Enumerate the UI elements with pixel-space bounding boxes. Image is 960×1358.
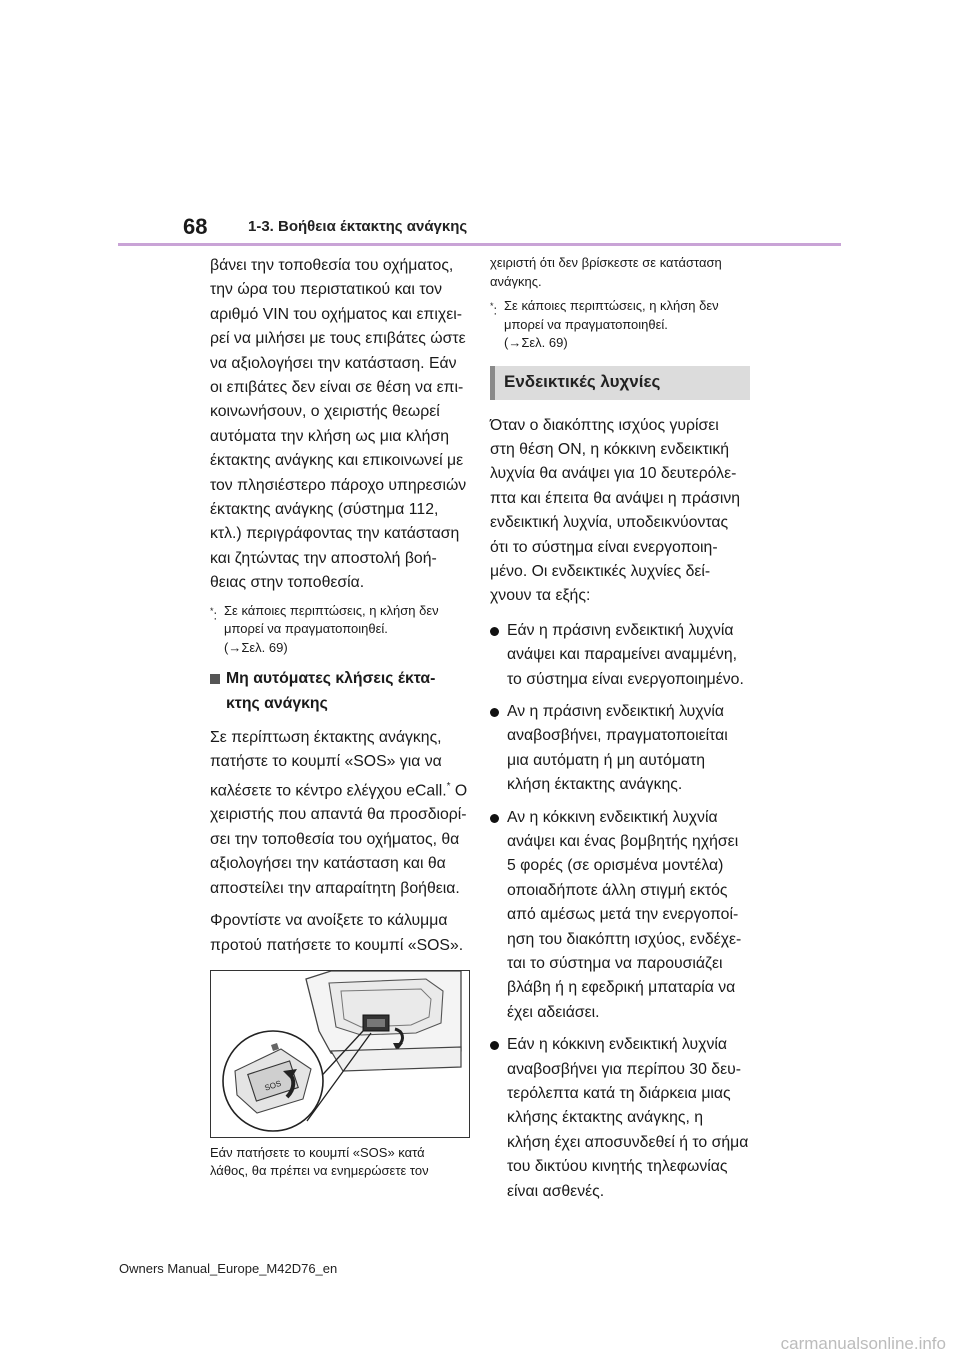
header-rule bbox=[118, 243, 841, 246]
footer-manual-id: Owners Manual_Europe_M42D76_en bbox=[119, 1261, 338, 1276]
square-bullet-icon bbox=[210, 674, 220, 684]
right-column bbox=[490, 254, 752, 1204]
caption-continuation: χειριστή ότι δεν βρίσκεστε σε κατάσταση ανάγκης. bbox=[490, 255, 722, 289]
footnote: *: Σε κάποιες περιπτώσεις, η κλήση δεν μπορεί να πραγματοποιηθεί. (→Σελ. 69) bbox=[210, 602, 439, 655]
bullet-dot-icon bbox=[490, 708, 499, 717]
bullet-dot-icon bbox=[490, 814, 499, 823]
bullet-item: Αν η κόκκινη ενδεικτική λυχνία ανάψει και ένας βομβητής ηχήσει 5 φορές (σε ορισμένα μοντέλα) οποιαδήποτε άλλη στιγμή εκτός από αμέσως μετά την ενεργοποί- ηση του διακόπτη ισχύος, ενδέχε- ται το σύστημα να παρουσιάζει βλάβη ή η εφεδρική μπαταρία να έχει αδειάσει. bbox=[490, 806, 752, 1026]
bullet-item: Εάν η κόκκινη ενδεικτική λυχνία αναβοσβήνει για περίπου 30 δευ- τερόλεπτα κατά τη διάρκεια μιας κλήσης έκτακτης ανάγκης, η κλήση έχει αποσυνδεθεί ή το σήμα του δικτύου κινητής τηλεφωνίας είναι ασθενές. bbox=[490, 1033, 752, 1204]
image-caption: Εάν πατήσετε το κουμπί «SOS» κατά λάθος, θα πρέπει να ενημερώσετε τον bbox=[210, 1144, 429, 1179]
svg-text:SOS: SOS bbox=[263, 1078, 283, 1093]
bullet-item: Εάν η πράσινη ενδεικτική λυχνία ανάψει και παραμείνει αναμμένη, το σύστημα είναι ενεργοποιημένο. bbox=[490, 619, 752, 692]
bullet-dot-icon bbox=[490, 627, 499, 636]
watermark: carmanualsonline.info bbox=[780, 1334, 946, 1353]
paragraph-open-cover: Φροντίστε να ανοίξετε το κάλυμμα προτού πατήσετε το κουμπί «SOS». bbox=[210, 912, 464, 954]
section-title: 1-3. Βοήθεια έκτακτης ανάγκης bbox=[248, 218, 468, 235]
page-number: 68 bbox=[183, 214, 208, 239]
sos-button-illustration bbox=[210, 970, 470, 1138]
paragraph-indicator-intro: Όταν ο διακόπτης ισχύος γυρίσει στη θέση ON, η κόκκινη ενδεικτική λυχνία θα ανάψει για 10 δευτερόλε- πτα και έπειτα θα ανάψει η πράσινη ενδεικτική λυχνία, υποδεικνύοντας ότι το σύστημα είναι ενεργοποιη- μένο. Οι ενδεικτικές λυχνίες δεί- χνουν τα εξής: bbox=[490, 416, 741, 605]
section-heading-indicator-lights: Ενδεικτικές λυχνίες bbox=[490, 366, 750, 400]
bullet-dot-icon bbox=[490, 1041, 499, 1050]
paragraph-sos-button: Σε περίπτωση έκτακτης ανάγκης, πατήστε το κουμπί «SOS» για να καλέσετε το κέντρο ελέγχου eCall.* Ο χειριστής που απαντά θα προσδιορί- σει την τοποθεσία του οχήματος, θα αξιολογήσει την κατάσταση και θα αποστείλει την απαραίτητη βοήθεια. bbox=[210, 729, 468, 897]
subheading-manual-calls: Μη αυτόματες κλήσεις έκτα- κτης ανάγκης bbox=[210, 667, 478, 716]
footnote: *: Σε κάποιες περιπτώσεις, η κλήση δεν μπορεί να πραγματοποιηθεί. (→Σελ. 69) bbox=[490, 298, 719, 350]
left-column bbox=[210, 254, 478, 1181]
bullet-item: Αν η πράσινη ενδεικτική λυχνία αναβοσβήνει, πραγματοποιείται μια αυτόματη ή μη αυτόματη κλήση έκτακτης ανάγκης. bbox=[490, 700, 752, 798]
paragraph-call-description: βάνει την τοποθεσία του οχήματος, την ώρα του περιστατικού και τον αριθμό VIN του οχήματος και επιχει- ρεί να μιλήσει με τους επιβάτες ώστε να αξιολογήσει την κατάσταση. Εάν οι επιβάτες δεν είναι σε θέση να επι- κοινωνήσουν, ο χειριστής θεωρεί αυτόματα την κλήση ως μια κλήση έκτακτης ανάγκης και επικοινωνεί με τον πλησιέστερο πάροχο υπηρεσιών έκτακτης ανάγκης (σύστημα 112, κτλ.) περιγράφοντας την κατάσταση και ζητώντας την αποστολή βοή- θειας στην τοποθεσία. bbox=[210, 257, 467, 592]
